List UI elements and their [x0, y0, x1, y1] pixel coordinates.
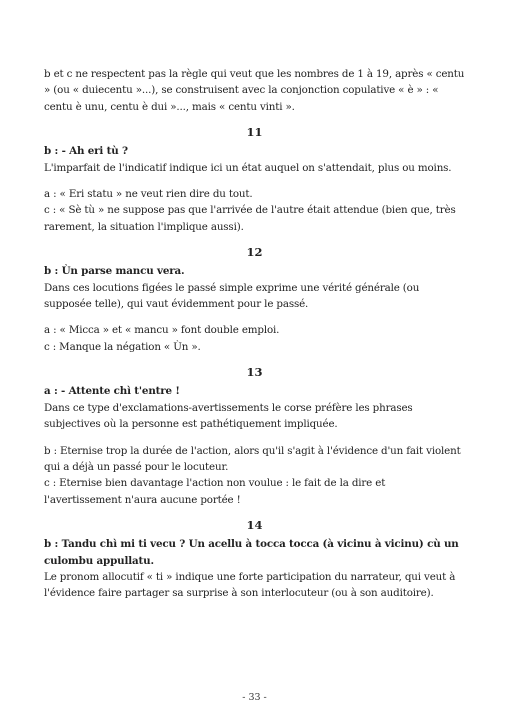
section-number: 14: [246, 518, 263, 533]
note-c: c : Eternise bien davantage l'action non voulue : le fait de la dire et l'avertissement n'aura aucune portée !: [44, 477, 386, 506]
note-b: b : Eternise trop la durée de l'action, alors qu'il s'agit à l'évidence d'un fait violent qui a déjà un passé pour le locuteur.: [44, 444, 461, 473]
correct-answer: b : Tandu chì mi ti vecu ? Un acellu à tocca tocca (à vicinu à vicinu) cù un culombu appullatu.: [44, 538, 459, 567]
explanation: Dans ces locutions figées le passé simple exprime une vérité générale (ou supposée telle), qui vaut évidemment pour le passé.: [44, 281, 420, 311]
section-number: 11: [246, 125, 263, 140]
section-12: [44, 244, 465, 355]
note-c: c : Manque la négation « Ùn ».: [44, 340, 201, 353]
section-13: [44, 364, 465, 508]
explanation: Le pronom allocutif « ti » indique une forte participation du narrateur, qui veut à l'évidence faire partager sa surprise à son interlocuteur (ou à son auditoire).: [44, 570, 456, 600]
correct-answer: b : - Ah eri tù ?: [44, 145, 128, 158]
section-number: 12: [246, 245, 263, 260]
note-c: c : « Sè tù » ne suppose pas que l'arrivée de l'autre était attendue (bien que, très rarement, la situation l'implique aussi).: [44, 204, 456, 233]
note-a: a : « Eri statu » ne veut rien dire du tout.: [44, 188, 253, 201]
spacer: [44, 176, 465, 186]
intro-paragraph: b et c ne respectent pas la règle qui veut que les nombres de 1 à 19, après « centu » (ou « duiecentu »...), se construisent avec la conjonction copulative « è » : « centu è unu, centu è dui »..., mais « centu vinti ».: [44, 68, 465, 113]
explanation: Dans ce type d'exclamations-avertissements le corse préfère les phrases subjectives où la personne est pathétiquement impliquée.: [44, 401, 413, 431]
section-11: [44, 124, 465, 235]
explanation: L'imparfait de l'indicatif indique ici un état auquel on s'attendait, plus ou moins.: [44, 161, 452, 174]
section-14: [44, 517, 465, 602]
section-number: 13: [246, 365, 263, 380]
correct-answer: a : - Attente chì t'entre !: [44, 385, 180, 398]
page-number: - 33 -: [242, 692, 267, 703]
spacer: [44, 312, 465, 322]
note-a: a : « Micca » et « mancu » font double emploi.: [44, 324, 280, 337]
correct-answer: b : Ùn parse mancu vera.: [44, 265, 185, 278]
spacer: [44, 433, 465, 443]
